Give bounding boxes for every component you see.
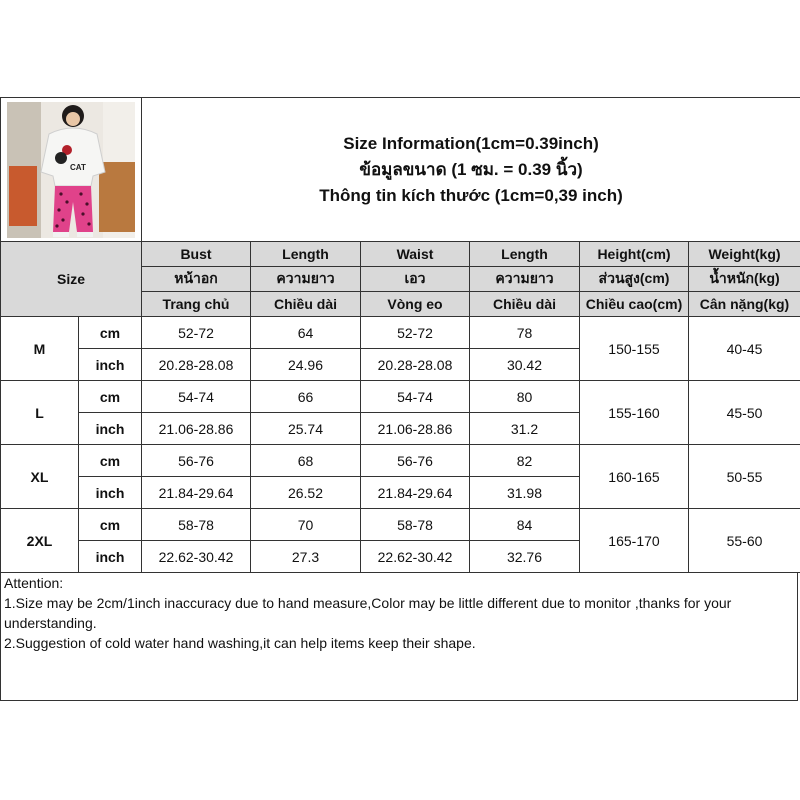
bust-inch: 21.06-28.86 <box>142 413 251 445</box>
attention-notes <box>0 573 798 701</box>
attention-note-1: 1.Size may be 2cm/1inch inaccuracy due to hand measure,Color may be little different due to monitor ,thanks for your understanding. <box>4 595 732 631</box>
unit-cm: cm <box>79 317 142 349</box>
unit-inch: inch <box>79 413 142 445</box>
attention-title: Attention: <box>4 575 64 591</box>
waist-inch: 21.84-29.64 <box>361 477 470 509</box>
waist-cm: 56-76 <box>361 445 470 477</box>
col-waist-vi: Vòng eo <box>361 292 470 317</box>
col-length2-en: Length <box>470 242 580 267</box>
unit-cm: cm <box>79 381 142 413</box>
length-cm: 70 <box>251 509 361 541</box>
weight-range: 55-60 <box>689 509 800 573</box>
length2-inch: 30.42 <box>470 349 580 381</box>
height-range: 150-155 <box>580 317 689 381</box>
weight-range: 50-55 <box>689 445 800 509</box>
col-length-th: ความยาว <box>251 267 361 292</box>
unit-inch: inch <box>79 349 142 381</box>
unit-cm: cm <box>79 445 142 477</box>
length2-cm: 80 <box>470 381 580 413</box>
unit-inch: inch <box>79 477 142 509</box>
attention-note-2: 2.Suggestion of cold water hand washing,it can help items keep their shape. <box>4 635 476 651</box>
length-inch: 27.3 <box>251 541 361 573</box>
unit-inch: inch <box>79 541 142 573</box>
size-chart-sheet <box>0 97 800 703</box>
table-row <box>1 445 800 477</box>
height-range: 155-160 <box>580 381 689 445</box>
size-label-l: L <box>1 381 79 445</box>
unit-cm: cm <box>79 509 142 541</box>
bust-inch: 21.84-29.64 <box>142 477 251 509</box>
weight-range: 40-45 <box>689 317 800 381</box>
weight-range: 45-50 <box>689 381 800 445</box>
length2-cm: 78 <box>470 317 580 349</box>
product-photo-cell <box>1 98 142 242</box>
length-inch: 25.74 <box>251 413 361 445</box>
table-row <box>1 509 800 541</box>
length2-inch: 31.2 <box>470 413 580 445</box>
waist-inch: 20.28-28.08 <box>361 349 470 381</box>
svg-text:CAT: CAT <box>70 162 86 172</box>
col-weight-en: Weight(kg) <box>689 242 800 267</box>
col-length-vi: Chiều dài <box>251 292 361 317</box>
col-waist-en: Waist <box>361 242 470 267</box>
col-height-th: ส่วนสูง(cm) <box>580 267 689 292</box>
waist-inch: 21.06-28.86 <box>361 413 470 445</box>
bust-cm: 52-72 <box>142 317 251 349</box>
col-bust-en: Bust <box>142 242 251 267</box>
table-row <box>1 317 800 349</box>
length-cm: 66 <box>251 381 361 413</box>
size-label-m: M <box>1 317 79 381</box>
length2-inch: 31.98 <box>470 477 580 509</box>
table-row <box>1 381 800 413</box>
size-info-thai: ข้อมูลขนาด (1 ซม. = 0.39 นิ้ว) <box>359 159 583 179</box>
product-photo <box>7 102 135 238</box>
size-information-cell <box>142 98 800 242</box>
col-height-vi: Chiều cao(cm) <box>580 292 689 317</box>
length2-cm: 84 <box>470 509 580 541</box>
length-cm: 64 <box>251 317 361 349</box>
col-weight-vi: Cân nặng(kg) <box>689 292 800 317</box>
size-label-2xl: 2XL <box>1 509 79 573</box>
col-length2-vi: Chiều dài <box>470 292 580 317</box>
waist-inch: 22.62-30.42 <box>361 541 470 573</box>
length-inch: 24.96 <box>251 349 361 381</box>
bust-cm: 56-76 <box>142 445 251 477</box>
length2-cm: 82 <box>470 445 580 477</box>
col-bust-th: หน้าอก <box>142 267 251 292</box>
size-chart-table <box>0 97 800 573</box>
size-label-xl: XL <box>1 445 79 509</box>
header-row-en <box>1 242 800 267</box>
col-bust-vi: Trang chủ <box>142 292 251 317</box>
col-weight-th: น้ำหนัก(kg) <box>689 267 800 292</box>
height-range: 160-165 <box>580 445 689 509</box>
col-waist-th: เอว <box>361 267 470 292</box>
waist-cm: 54-74 <box>361 381 470 413</box>
length2-inch: 32.76 <box>470 541 580 573</box>
model-photo-icon <box>7 102 135 238</box>
bust-inch: 22.62-30.42 <box>142 541 251 573</box>
height-range: 165-170 <box>580 509 689 573</box>
col-length-en: Length <box>251 242 361 267</box>
size-info-vietnamese: Thông tin kích thước (1cm=0,39 inch) <box>319 185 623 205</box>
col-height-en: Height(cm) <box>580 242 689 267</box>
waist-cm: 58-78 <box>361 509 470 541</box>
bust-cm: 54-74 <box>142 381 251 413</box>
bust-cm: 58-78 <box>142 509 251 541</box>
size-heading: Size <box>1 242 142 317</box>
waist-cm: 52-72 <box>361 317 470 349</box>
bust-inch: 20.28-28.08 <box>142 349 251 381</box>
length-cm: 68 <box>251 445 361 477</box>
col-length2-th: ความยาว <box>470 267 580 292</box>
size-info-english: Size Information(1cm=0.39inch) <box>343 133 599 153</box>
length-inch: 26.52 <box>251 477 361 509</box>
